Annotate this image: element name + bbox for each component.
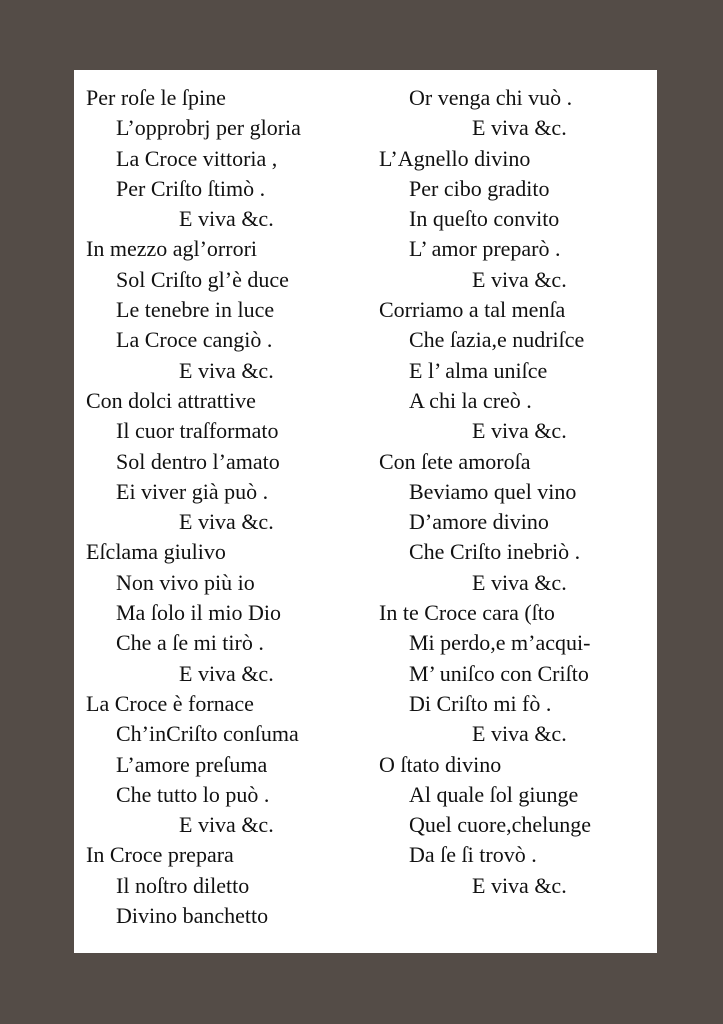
verse-line: M’ uniſco con Criſto	[409, 660, 589, 686]
verse-line: Per roſe le ſpine	[86, 85, 226, 110]
verse-line: E viva &c.	[472, 872, 567, 898]
verse-line: E l’ alma uniſce	[409, 357, 548, 383]
verse-line: E viva &c.	[472, 266, 567, 292]
verse-line: Beviamo quel vino	[409, 478, 577, 504]
verse-line: Eſclama giulivo	[86, 539, 226, 565]
verse-line: A chi la creò .	[409, 387, 532, 413]
verse-line: Con ſete amoroſa	[379, 448, 531, 474]
verse-line: Con dolci attrattive	[86, 387, 256, 413]
verse-line: Al quale ſol giunge	[409, 781, 579, 807]
verse-line: In Croce prepara	[86, 842, 234, 868]
verse-line: Che ſazia,e nudriſce	[409, 327, 585, 353]
verse-line: Divino banchetto	[116, 903, 269, 929]
verse-line: Ma ſolo il mio Dio	[116, 600, 281, 626]
verse-line: L’ amor preparò .	[409, 236, 561, 262]
verse-line: E viva &c.	[472, 721, 567, 747]
verse-line: Le tenebre in luce	[116, 297, 275, 323]
verse-line: Sol dentro l’amato	[116, 448, 280, 474]
verse-line: O ſtato divino	[379, 751, 502, 777]
verse-line: Di Criſto mi fò .	[409, 690, 552, 716]
verse-line: La Croce è fornace	[86, 690, 254, 716]
verse-line: In mezzo agl’orrori	[86, 236, 258, 262]
verse-line: E viva &c.	[472, 115, 567, 141]
verse-line: Il noſtro diletto	[116, 872, 250, 898]
left-column	[86, 83, 376, 931]
verse-line: E viva &c.	[179, 509, 274, 535]
verse-line: Da ſe ſi trovò .	[409, 842, 537, 868]
verse-line: L’opprobrj per gloria	[116, 115, 301, 141]
verse-line: Che Criſto inebriò .	[409, 539, 581, 565]
right-column	[379, 83, 655, 901]
verse-line: E viva &c.	[179, 812, 274, 838]
verse-line: Quel cuore,chelunge	[409, 812, 592, 838]
verse-line: E viva &c.	[179, 660, 274, 686]
verse-line: La Croce vittoria ,	[116, 145, 278, 171]
verse-line: La Croce cangiò .	[116, 327, 273, 353]
verse-line: Ei viver già può .	[116, 478, 269, 504]
verse-line: Il cuor traſformato	[116, 418, 279, 444]
verse-line: E viva &c.	[472, 569, 567, 595]
verse-line: Or venga chi vuò .	[409, 85, 573, 110]
verse-line: Ch’inCriſto conſuma	[116, 721, 299, 747]
verse-line: Che tutto lo può .	[116, 781, 270, 807]
verse-line: Per cibo gradito	[409, 175, 550, 201]
verse-line: Per Criſto ſtimò .	[116, 175, 266, 201]
verse-line: L’Agnello divino	[379, 145, 531, 171]
verse-line: In te Croce cara (ſto	[379, 600, 555, 626]
verse-line: E viva &c.	[472, 418, 567, 444]
verse-line: Sol Criſto gl’è duce	[116, 266, 289, 292]
verse-line: E viva &c.	[179, 206, 274, 232]
verse-line: Che a ſe mi tirò .	[116, 630, 264, 656]
verse-line: Corriamo a tal menſa	[379, 297, 566, 323]
verse-line: Non vivo più io	[116, 569, 255, 595]
verse-line: E viva &c.	[179, 357, 274, 383]
verse-line: Mi perdo,e m’acqui-	[409, 630, 591, 656]
verse-line: L’amore preſuma	[116, 751, 268, 777]
verse-line: In queſto convito	[409, 206, 560, 232]
book-page	[74, 70, 657, 953]
verse-line: D’amore divino	[409, 509, 549, 535]
